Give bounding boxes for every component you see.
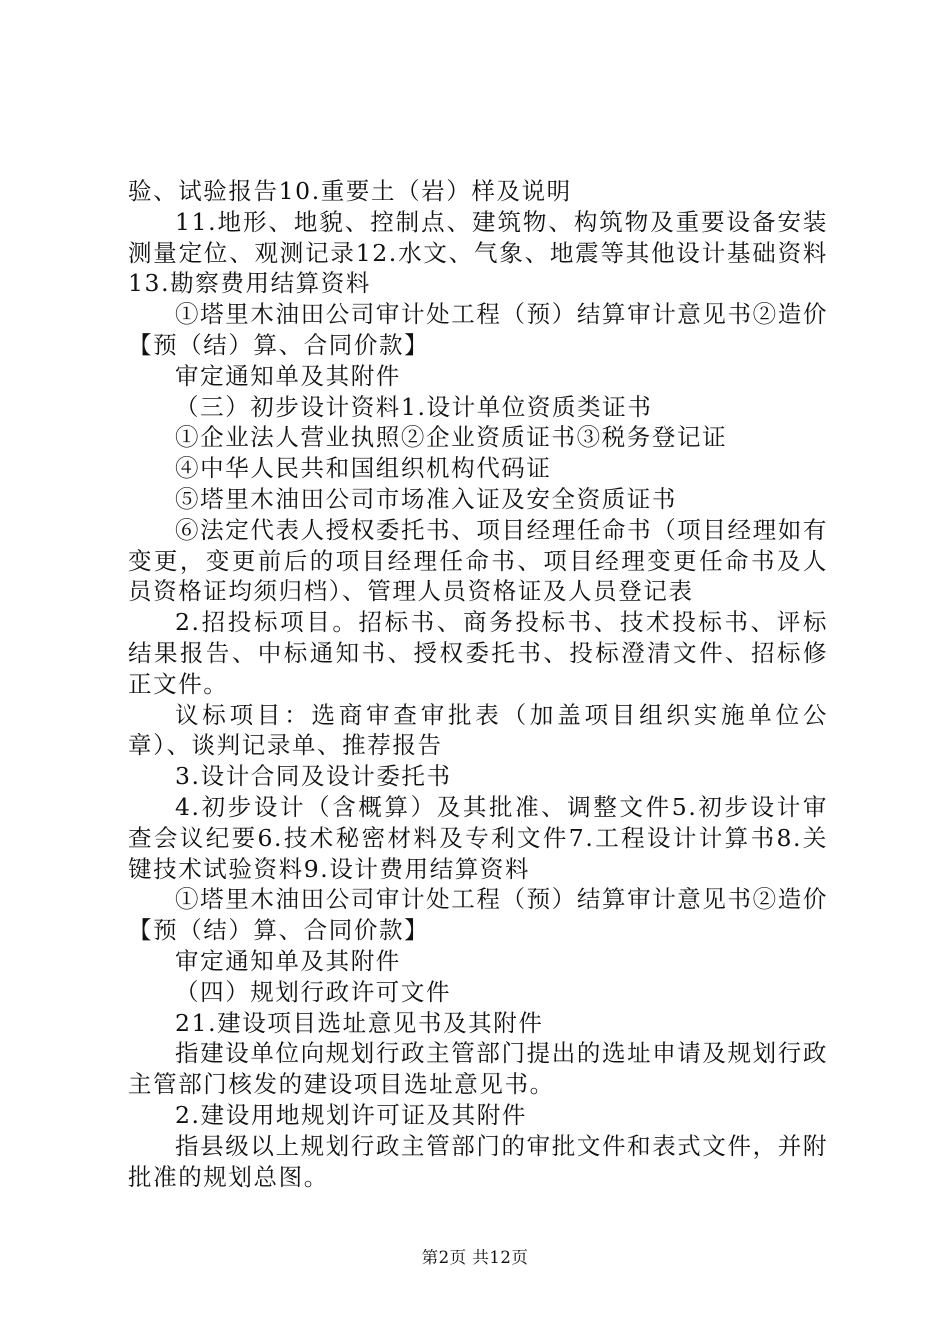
paragraph-20: 指县级以上规划行政主管部门的审批文件和表式文件，并附批准的规划总图。 [128, 1131, 828, 1191]
paragraph-3: ①塔里木油田公司审计处工程（预）结算审计意见书②造价【预（结）算、合同价款】 [128, 300, 828, 359]
paragraph-19: 2.建设用地规划许可证及其附件 [175, 1100, 527, 1129]
paragraph-10: 2.招投标项目。招标书、商务投标书、技术投标书、评标结果报告、中标通知书、授权委托书、投标澄清文件、招标修正文件。 [128, 608, 828, 698]
paragraph-4: 审定通知单及其附件 [175, 361, 401, 390]
paragraph-14: ①塔里木油田公司审计处工程（预）结算审计意见书②造价【预（结）算、合同价款】 [128, 885, 828, 945]
paragraph-9: ⑥法定代表人授权委托书、项目经理任命书（项目经理如有变更，变更前后的项目经理任命书、项目经理变更任命书及人员资格证均须归档）、管理人员资格证及人员登记表 [128, 515, 828, 606]
page-number-footer: 第2页 共12页 [421, 1248, 529, 1267]
paragraph-18: 指建设单位向规划行政主管部门提出的选址申请及规划行政主管部门核发的建设项目选址意见书。 [128, 1039, 828, 1099]
paragraph-2: 11.地形、地貌、控制点、建筑物、构筑物及重要设备安装测量定位、观测记录12.水文、气象、地震等其他设计基础资料13.勘察费用结算资料 [128, 207, 828, 298]
paragraph-17: 21.建设项目选址意见书及其附件 [175, 1008, 544, 1037]
paragraph-16: （四）规划行政许可文件 [175, 977, 452, 1006]
document-body [128, 176, 828, 1192]
paragraph-8: ⑤塔里木油田公司市场准入证及安全资质证书 [175, 484, 677, 513]
paragraph-12: 3.设计合同及设计委托书 [175, 762, 452, 791]
paragraph-15: 审定通知单及其附件 [175, 946, 401, 975]
paragraph-13: 4.初步设计（含概算）及其批准、调整文件5.初步设计审查会议纪要6.技术秘密材料及专利文件7.工程设计计算书8.关键技术试验资料9.设计费用结算资料 [128, 792, 828, 883]
paragraph-5: （三）初步设计资料1.设计单位资质类证书 [175, 392, 653, 421]
paragraph-11: 议标项目：选商审查审批表（加盖项目组织实施单位公章）、谈判记录单、推荐报告 [128, 700, 828, 760]
paragraph-7: ④中华人民共和国组织机构代码证 [175, 454, 552, 483]
paragraph-6: ①企业法人营业执照②企业资质证书③税务登记证 [175, 423, 728, 452]
paragraph-1: 验、试验报告10.重要土（岩）样及说明 [128, 177, 572, 205]
